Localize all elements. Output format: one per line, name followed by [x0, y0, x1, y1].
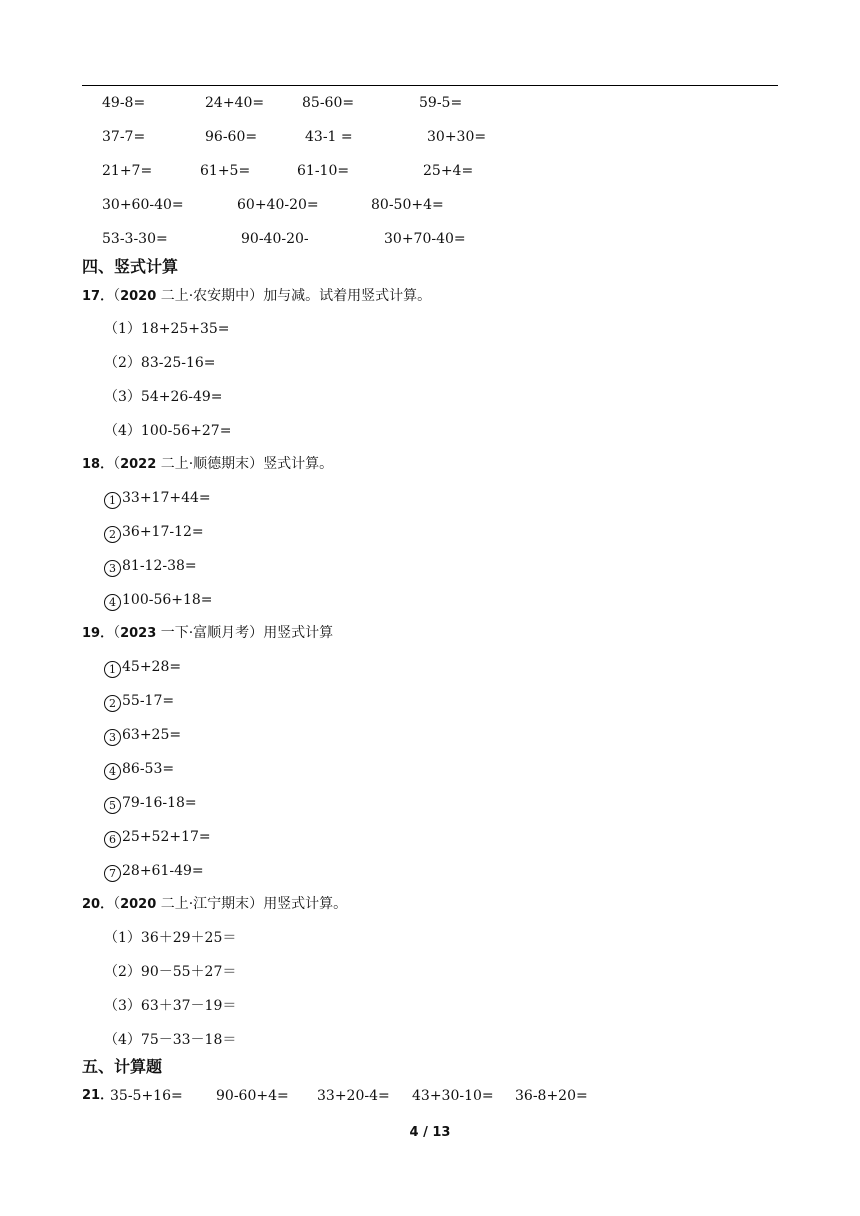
expr: 25+4= — [423, 163, 474, 179]
question-number: 20． — [82, 897, 114, 912]
circled-number: 5 — [104, 797, 121, 814]
question-item — [104, 490, 211, 509]
question-item — [104, 592, 213, 611]
question-item — [104, 524, 204, 543]
question-text: 用竖式计算。 — [263, 896, 348, 912]
source-open: （ — [113, 456, 121, 472]
item-expr: 63+25= — [122, 727, 182, 743]
expr: 30+60-40= — [102, 197, 184, 213]
circled-number: 6 — [104, 831, 121, 848]
item-expr: 25+52+17= — [122, 829, 211, 845]
expr: 90-60+4= — [216, 1088, 289, 1104]
question-item: （2）83-25-16= — [104, 355, 216, 371]
item-expr: 79-16-18= — [122, 795, 197, 811]
source-open: （ — [113, 288, 121, 304]
expr: 61+5= — [200, 163, 251, 179]
expr: 24+40= — [205, 95, 265, 111]
question-item — [104, 727, 181, 746]
item-expr: 36+17-12= — [122, 524, 204, 540]
source-text: 一下·富顺月考） — [156, 625, 264, 641]
question-18-stem — [82, 456, 333, 473]
circled-number: 3 — [104, 560, 121, 577]
source-text: 二上·江宁期末） — [156, 896, 264, 912]
circled-number: 1 — [104, 661, 121, 678]
item-expr: 86-53= — [122, 761, 175, 777]
item-expr: 81-12-38= — [122, 558, 197, 574]
circled-number: 2 — [104, 695, 121, 712]
item-expr: 28+61-49= — [122, 863, 204, 879]
question-item — [104, 863, 204, 882]
question-number: 17． — [82, 289, 114, 304]
source-year: 2022 — [120, 457, 157, 472]
item-expr: 33+17+44= — [122, 490, 211, 506]
question-text: 竖式计算。 — [263, 456, 334, 472]
expr: 43+30-10= — [412, 1088, 494, 1104]
question-item: （4）100-56+27= — [104, 423, 232, 439]
circled-number: 2 — [104, 526, 121, 543]
expr: 30+30= — [427, 129, 487, 145]
expr: 43-1 = — [305, 129, 353, 145]
question-item — [104, 829, 211, 848]
expr: 90-40-20- — [241, 231, 309, 247]
expr: 49-8= — [102, 95, 146, 111]
question-item — [104, 795, 197, 814]
question-item — [104, 558, 197, 577]
question-number: 18． — [82, 457, 114, 472]
question-item — [104, 659, 181, 678]
question-item: （3）54+26-49= — [104, 389, 223, 405]
circled-number: 1 — [104, 492, 121, 509]
source-open: （ — [113, 625, 121, 641]
expr: 36-8+20= — [515, 1088, 588, 1104]
question-19-stem — [82, 625, 333, 642]
source-year: 2020 — [120, 897, 157, 912]
expr: 80-50+4= — [371, 197, 444, 213]
section-title: 五、计算题 — [82, 1057, 163, 1076]
expr: 30+70-40= — [384, 231, 466, 247]
circled-number: 4 — [104, 594, 121, 611]
expr: 61-10= — [297, 163, 350, 179]
question-item — [104, 693, 174, 712]
circled-number: 3 — [104, 729, 121, 746]
expr: 59-5= — [419, 95, 463, 111]
source-text: 二上·农安期中） — [156, 288, 264, 304]
circled-number: 4 — [104, 763, 121, 780]
expr: 85-60= — [302, 95, 355, 111]
item-expr: 55-17= — [122, 693, 175, 709]
source-text: 二上·顺德期末） — [156, 456, 264, 472]
question-text: 加与减。试着用竖式计算。 — [263, 288, 432, 304]
item-expr: 45+28= — [122, 659, 182, 675]
question-20-stem — [82, 896, 347, 913]
question-item — [104, 761, 174, 780]
question-number: 21． — [82, 1088, 114, 1103]
source-year: 2020 — [120, 289, 157, 304]
expr: 96-60= — [205, 129, 258, 145]
question-text: 用竖式计算 — [263, 625, 334, 641]
section-title: 四、竖式计算 — [82, 257, 179, 276]
question-item: （3）63＋37－19＝ — [104, 998, 237, 1014]
circled-number: 7 — [104, 865, 121, 882]
source-open: （ — [113, 896, 121, 912]
expr: 60+40-20= — [237, 197, 319, 213]
expr: 53-3-30= — [102, 231, 168, 247]
question-item: （2）90－55＋27＝ — [104, 964, 237, 980]
source-year: 2023 — [120, 626, 157, 641]
item-expr: 100-56+18= — [122, 592, 213, 608]
header-rule — [82, 85, 778, 86]
expr: 21+7= — [102, 163, 153, 179]
page-number: 4 / 13 — [409, 1125, 451, 1140]
question-17-stem — [82, 288, 431, 305]
expr: 33+20-4= — [317, 1088, 390, 1104]
expr: 35-5+16= — [110, 1088, 183, 1104]
question-number: 19． — [82, 626, 114, 641]
question-item: （4）75－33－18＝ — [104, 1032, 237, 1048]
expr: 37-7= — [102, 129, 146, 145]
question-item: （1）36＋29＋25＝ — [104, 930, 237, 946]
question-item: （1）18+25+35= — [104, 321, 230, 337]
